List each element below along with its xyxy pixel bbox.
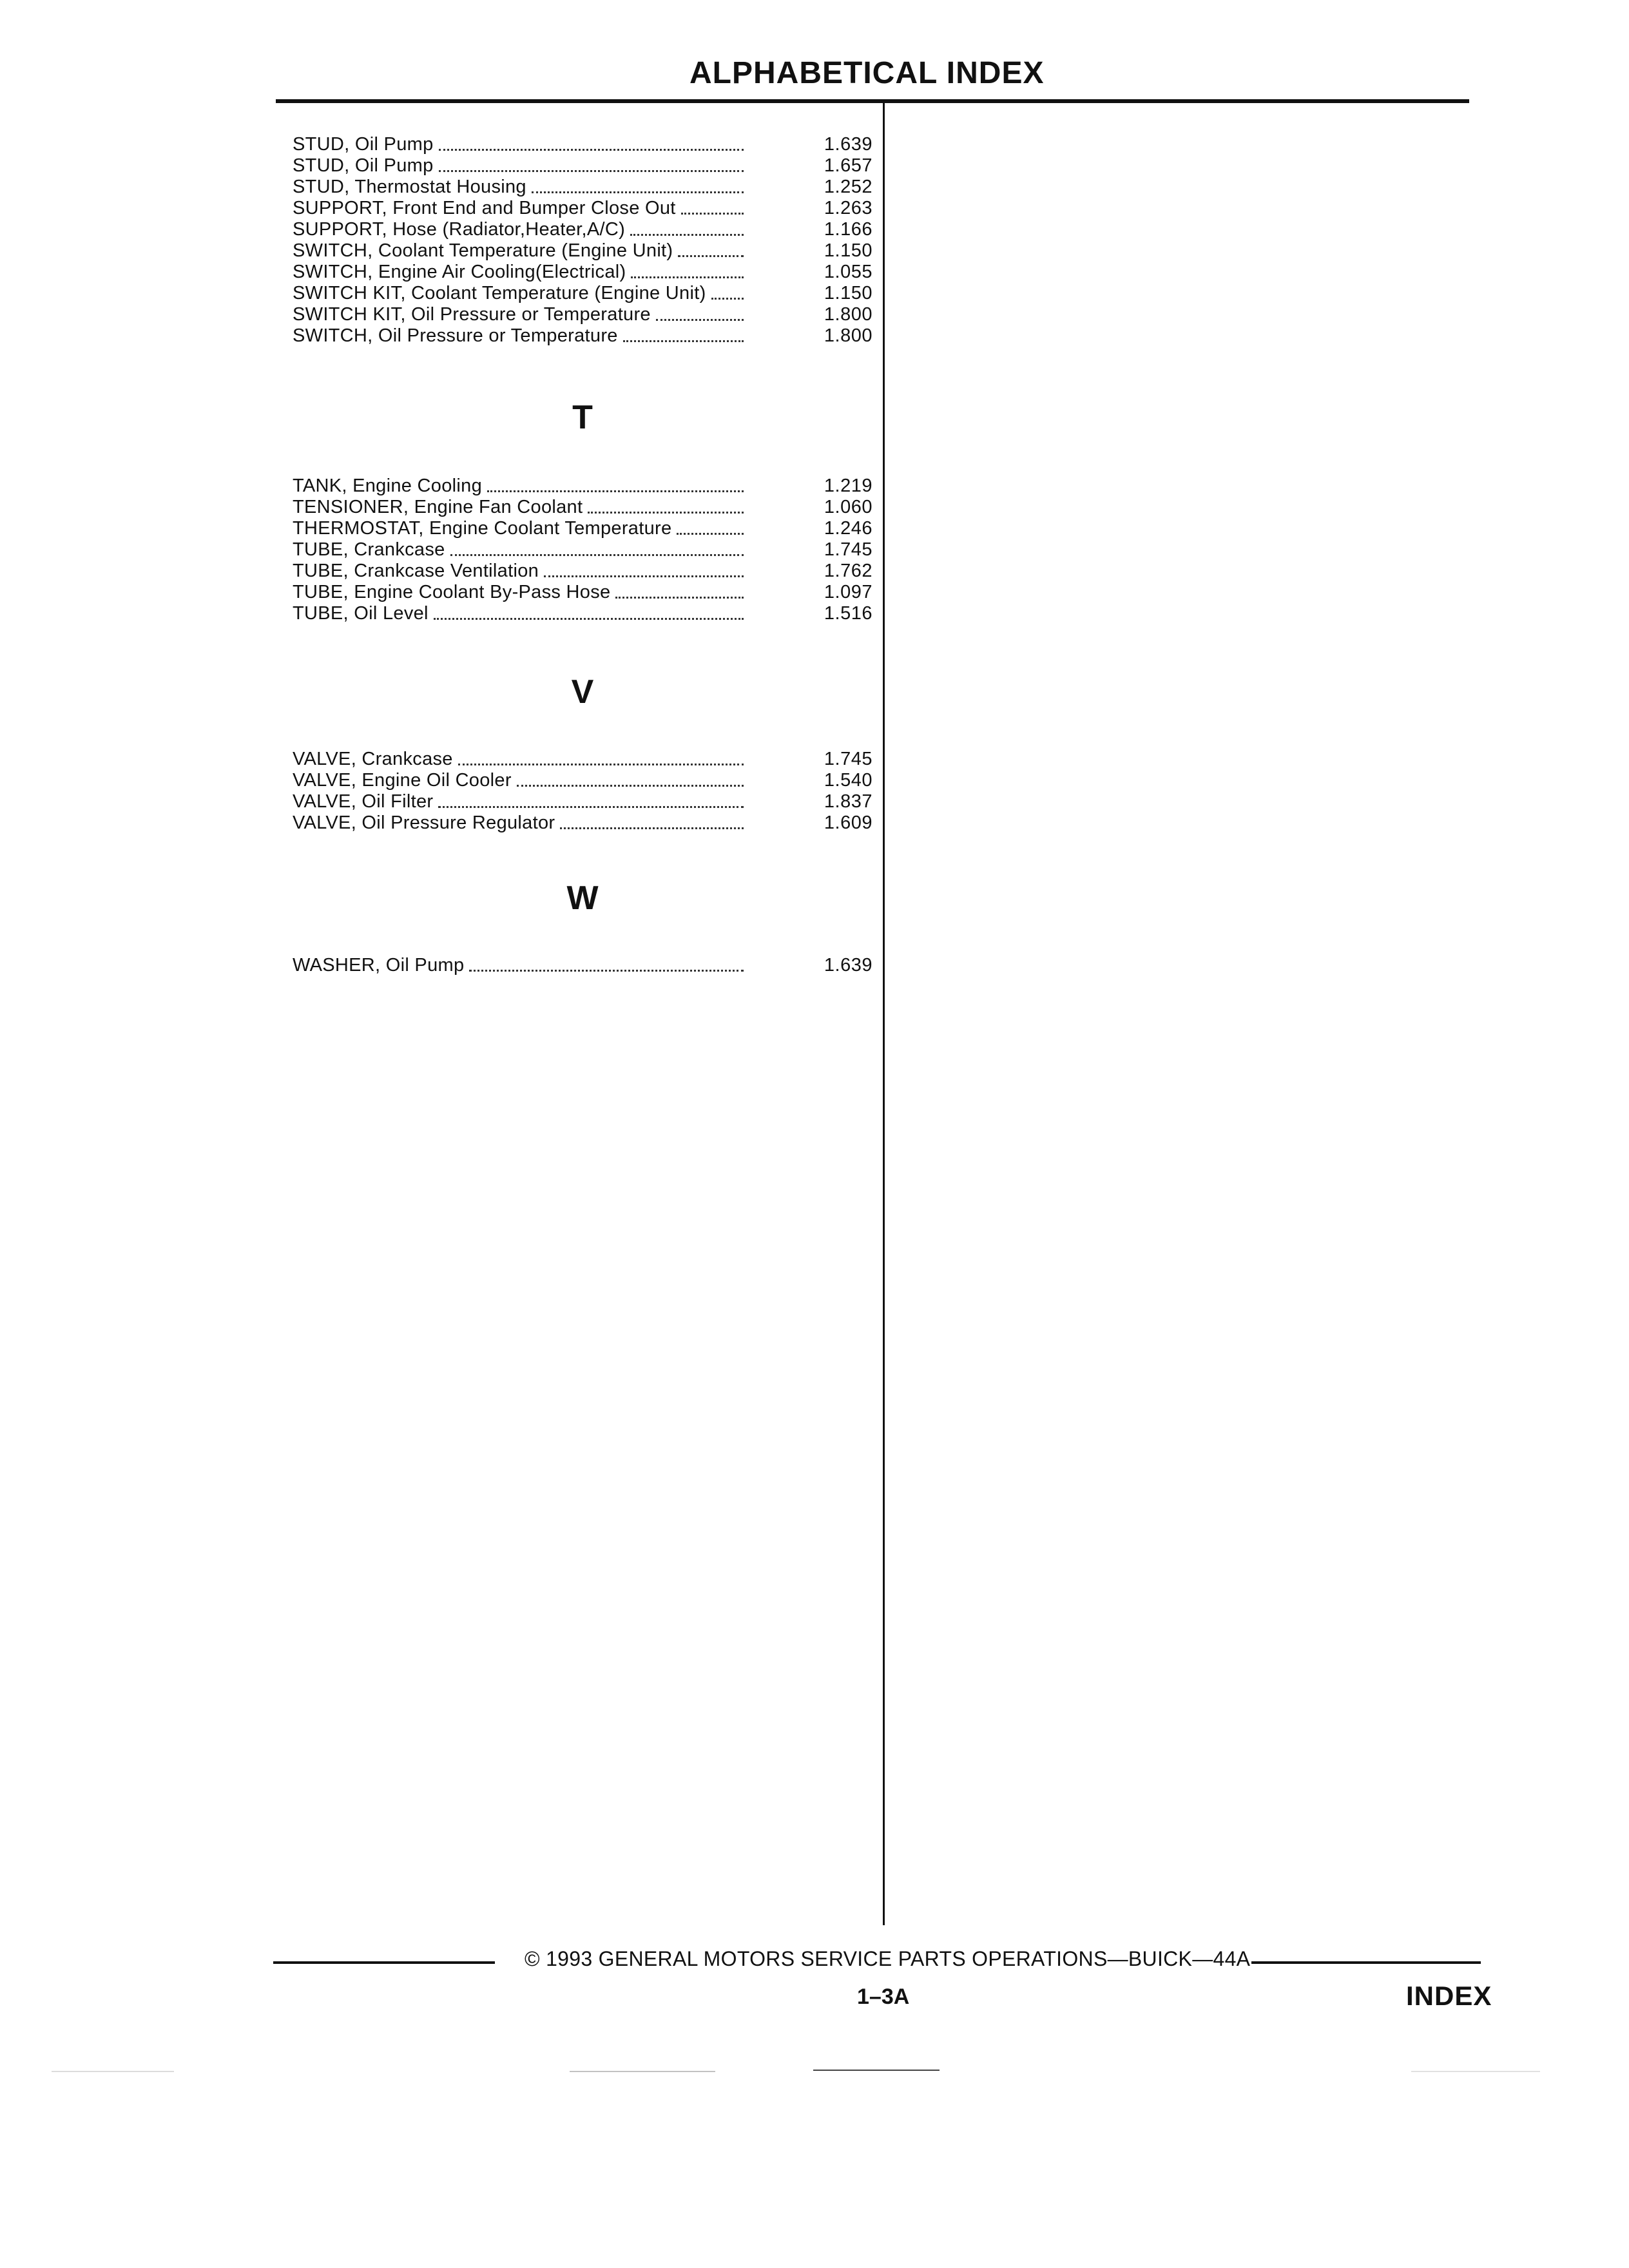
- entry-text: STUD, Oil Pump: [293, 155, 434, 176]
- entry-text: TENSIONER, Engine Fan Coolant: [293, 497, 583, 517]
- entry-text: SWITCH KIT, Coolant Temperature (Engine Unit): [293, 283, 706, 303]
- index-entry: [293, 304, 872, 325]
- dot-leader: [588, 497, 744, 518]
- dot-leader: [458, 749, 744, 770]
- dot-leader: [544, 561, 744, 582]
- dot-leader: [450, 539, 744, 561]
- index-entry: [293, 749, 872, 770]
- entry-text: THERMOSTAT, Engine Coolant Temperature: [293, 518, 672, 539]
- entry-text: TUBE, Crankcase: [293, 539, 445, 560]
- index-entry: [293, 812, 872, 834]
- index-entry: [293, 198, 872, 219]
- index-entry: [293, 770, 872, 791]
- dot-leader: [630, 219, 744, 240]
- index-entry: [293, 240, 872, 262]
- entry-text: SWITCH, Engine Air Cooling(Electrical): [293, 262, 626, 282]
- entry-page: 1.246: [824, 518, 872, 539]
- entry-page: 1.800: [824, 304, 872, 325]
- entry-page: 1.837: [824, 791, 872, 812]
- index-entry: [293, 325, 872, 347]
- entry-page: 1.263: [824, 198, 872, 218]
- entry-text: STUD, Oil Pump: [293, 134, 434, 155]
- scan-artifact: [813, 2070, 940, 2071]
- entry-page: 1.745: [824, 749, 872, 769]
- entry-page: 1.252: [824, 177, 872, 197]
- index-entry: [293, 582, 872, 603]
- entry-text: SWITCH, Coolant Temperature (Engine Unit): [293, 240, 673, 261]
- dot-leader: [615, 582, 744, 603]
- entry-text: VALVE, Oil Pressure Regulator: [293, 812, 555, 833]
- entry-text: SWITCH, Oil Pressure or Temperature: [293, 325, 618, 346]
- entry-page: 1.150: [824, 240, 872, 261]
- dot-leader: [623, 325, 744, 347]
- section-letter-w: W: [566, 879, 599, 917]
- entry-text: SUPPORT, Hose (Radiator,Heater,A/C): [293, 219, 626, 240]
- index-entry: [293, 219, 872, 240]
- entry-text: WASHER, Oil Pump: [293, 955, 465, 975]
- entry-text: VALVE, Oil Filter: [293, 791, 434, 812]
- dot-leader: [656, 304, 744, 325]
- entry-text: TUBE, Engine Coolant By-Pass Hose: [293, 582, 611, 602]
- scan-artifact: [1411, 2071, 1540, 2072]
- section-letter-t: T: [572, 399, 593, 436]
- scan-artifact: [52, 2071, 174, 2072]
- title-rule: [276, 99, 1469, 103]
- dot-leader: [631, 262, 744, 283]
- entry-text: TANK, Engine Cooling: [293, 476, 483, 496]
- entry-text: STUD, Thermostat Housing: [293, 177, 526, 197]
- dot-leader: [711, 283, 744, 304]
- dot-leader: [439, 155, 744, 177]
- dot-leader: [439, 134, 744, 155]
- dot-leader: [469, 955, 744, 976]
- entry-page: 1.639: [824, 134, 872, 155]
- entry-text: VALVE, Engine Oil Cooler: [293, 770, 512, 791]
- entry-text: TUBE, Oil Level: [293, 603, 429, 624]
- index-section-t: [293, 476, 872, 624]
- dot-leader: [532, 177, 744, 198]
- index-section-s: [293, 134, 872, 347]
- entry-page: 1.762: [824, 561, 872, 581]
- index-entry: [293, 177, 872, 198]
- index-entry: [293, 518, 872, 539]
- entry-page: 1.060: [824, 497, 872, 517]
- entry-page: 1.800: [824, 325, 872, 346]
- index-entry: [293, 955, 872, 976]
- entry-page: 1.097: [824, 582, 872, 602]
- footer-rule-left: [273, 1961, 495, 1964]
- entry-text: SWITCH KIT, Oil Pressure or Temperature: [293, 304, 651, 325]
- dot-leader: [517, 770, 744, 791]
- entry-text: SUPPORT, Front End and Bumper Close Out: [293, 198, 676, 218]
- footer-copyright: © 1993 GENERAL MOTORS SERVICE PARTS OPERATIONS—BUICK—44A: [525, 1947, 1251, 1970]
- index-entry: [293, 262, 872, 283]
- dot-leader: [434, 603, 744, 624]
- footer-section-name: INDEX: [1406, 1981, 1492, 2011]
- entry-page: 1.540: [824, 770, 872, 791]
- index-entry: [293, 561, 872, 582]
- index-entry: [293, 134, 872, 155]
- footer-rule-right: [1251, 1961, 1481, 1964]
- index-entry: [293, 476, 872, 497]
- index-entry: [293, 603, 872, 624]
- dot-leader: [678, 240, 744, 262]
- scan-artifact: [570, 2071, 715, 2072]
- index-entry: [293, 497, 872, 518]
- page-title: ALPHABETICAL INDEX: [689, 56, 1045, 90]
- dot-leader: [677, 518, 744, 539]
- footer-page-number: 1–3A: [857, 1984, 910, 2009]
- index-entry: [293, 283, 872, 304]
- entry-text: TUBE, Crankcase Ventilation: [293, 561, 539, 581]
- entry-page: 1.219: [824, 476, 872, 496]
- column-divider: [883, 101, 885, 1925]
- index-section-v: [293, 749, 872, 834]
- index-entry: [293, 155, 872, 177]
- entry-text: VALVE, Crankcase: [293, 749, 453, 769]
- entry-page: 1.516: [824, 603, 872, 624]
- dot-leader: [560, 812, 744, 834]
- entry-page: 1.055: [824, 262, 872, 282]
- dot-leader: [681, 198, 744, 219]
- index-section-w: [293, 955, 872, 976]
- entry-page: 1.166: [824, 219, 872, 240]
- dot-leader: [438, 791, 744, 812]
- entry-page: 1.657: [824, 155, 872, 176]
- dot-leader: [487, 476, 744, 497]
- entry-page: 1.639: [824, 955, 872, 975]
- entry-page: 1.150: [824, 283, 872, 303]
- entry-page: 1.745: [824, 539, 872, 560]
- index-entry: [293, 539, 872, 561]
- index-entry: [293, 791, 872, 812]
- section-letter-v: V: [571, 673, 594, 711]
- entry-page: 1.609: [824, 812, 872, 833]
